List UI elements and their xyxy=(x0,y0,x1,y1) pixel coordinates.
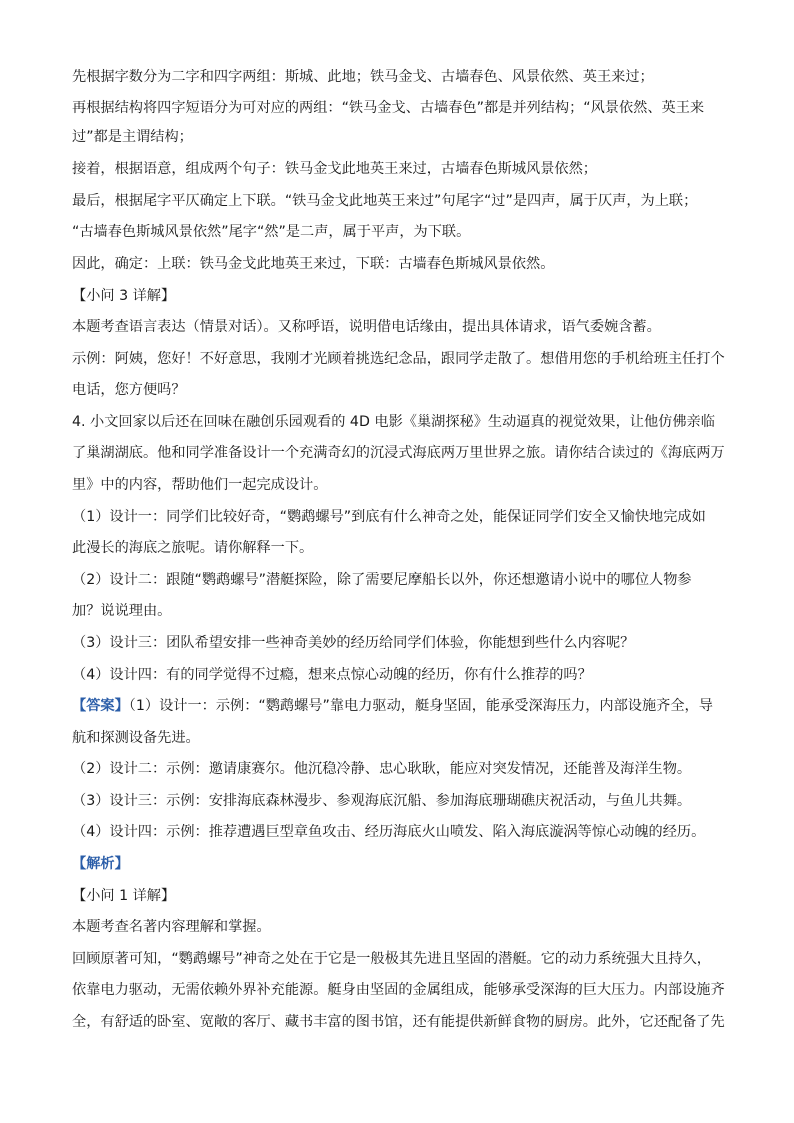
analysis-heading xyxy=(72,854,732,874)
text-line: 再根据结构将四字短语分为可对应的两组：“铁马金戈、古墙春色”都是并列结构；“风景依然、英王来 xyxy=(72,100,705,116)
answer-line: （4）设计四：示例：推荐遭遇巨型章鱼攻击、经历海底火山喷发、陷入海底漩涡等惊心动魄的经历。 xyxy=(72,824,706,840)
question-text: 里》中的内容，帮助他们一起完成设计。 xyxy=(72,477,328,493)
section-heading: 【小问 1 详解】 xyxy=(72,888,176,904)
text-line: 示例：阿姨，您好！不好意思，我刚才光顾着挑选纪念品，跟同学走散了。想借用您的手机给班主任打个 xyxy=(72,351,725,367)
text-line: 电话，您方便吗？ xyxy=(72,382,186,398)
text-line: 全，有舒适的卧室、宽敞的客厅、藏书丰富的图书馆，还有能提供新鲜食物的厨房。此外，它还配备了先 xyxy=(72,1014,725,1030)
answer-tag: 【答案】 xyxy=(72,698,129,714)
text-line: 本题考查语言表达（情景对话）。又称呼语，说明借电话缘由，提出具体请求，语气委婉含蓄。 xyxy=(72,319,661,335)
answer-line: （2）设计二：示例：邀请康赛尔。他沉稳冷静、忠心耿耿，能应对突发情况，还能普及海洋生物。 xyxy=(72,761,692,777)
question-item: 此漫长的海底之旅呢。请你解释一下。 xyxy=(72,540,314,556)
text-line: 接着，根据语意，组成两个句子：铁马金戈此地英王来过，古墙春色斯城风景依然； xyxy=(72,161,597,177)
text-line: 本题考查名著内容理解和掌握。 xyxy=(72,919,271,935)
text-line: 先根据字数分为二字和四字两组：斯城、此地；铁马金戈、古墙春色、风景依然、英王来过； xyxy=(72,69,654,85)
answer-line: （3）设计三：示例：安排海底森林漫步、参观海底沉船、参加海底珊瑚礁庆祝活动，与鱼儿共舞。 xyxy=(72,793,692,809)
text-line: “古墙春色斯城风景依然”尾字“然”是二声，属于平声，为下联。 xyxy=(72,224,471,240)
question-item: 加？说说理由。 xyxy=(72,603,172,619)
question-text: 了巢湖湖底。他和同学准备设计一个充满奇幻的沉浸式海底两万里世界之旅。请你结合读过的《海底两万 xyxy=(72,445,725,461)
answer-line xyxy=(72,696,732,716)
question-item: （3）设计三：团队希望安排一些神奇美妙的经历给同学们体验，你能想到些什么内容呢？ xyxy=(72,635,635,651)
analysis-tag: 【解析】 xyxy=(72,856,129,872)
question-item: （4）设计四：有的同学觉得不过瘾，想来点惊心动魄的经历，你有什么推荐的吗？ xyxy=(72,667,592,683)
answer-line: 航和探测设备先进。 xyxy=(72,730,200,746)
question-item: （1）设计一：同学们比较好奇，“鹦鹉螺号”到底有什么神奇之处，能保证同学们安全又愉快地完成如 xyxy=(72,509,706,525)
answer-text: （1）设计一：示例：“鹦鹉螺号”靠电力驱动，艇身坚固，能承受深海压力，内部设施齐全，导 xyxy=(128,698,713,714)
text-line: 依靠电力驱动，无需依赖外界补充能源。艇身由坚固的金属组成，能够承受深海的巨大压力。内部设施齐 xyxy=(72,982,725,998)
question-item: （2）设计二：跟随“鹦鹉螺号”潜艇探险，除了需要尼摩船长以外，你还想邀请小说中的哪位人物参 xyxy=(72,572,692,588)
question-text: 4. 小文回家以后还在回味在融创乐园观看的 4D 电影《巢湖探秘》生动逼真的视觉效果，让他仿佛亲临 xyxy=(72,414,715,430)
text-line: 最后，根据尾字平仄确定上下联。“铁马金戈此地英王来过”句尾字“过”是四声，属于仄声，为上联； xyxy=(72,193,698,209)
text-line: 回顾原著可知，“鹦鹉螺号”神奇之处在于它是一般极其先进且坚固的潜艇。它的动力系统强大且持久， xyxy=(72,951,711,967)
text-line: 因此，确定：上联：铁马金戈此地英王来过，下联：古墙春色斯城风景依然。 xyxy=(72,256,555,272)
text-line: 过”都是主谓结构； xyxy=(72,129,193,145)
section-heading: 【小问 3 详解】 xyxy=(72,288,176,304)
